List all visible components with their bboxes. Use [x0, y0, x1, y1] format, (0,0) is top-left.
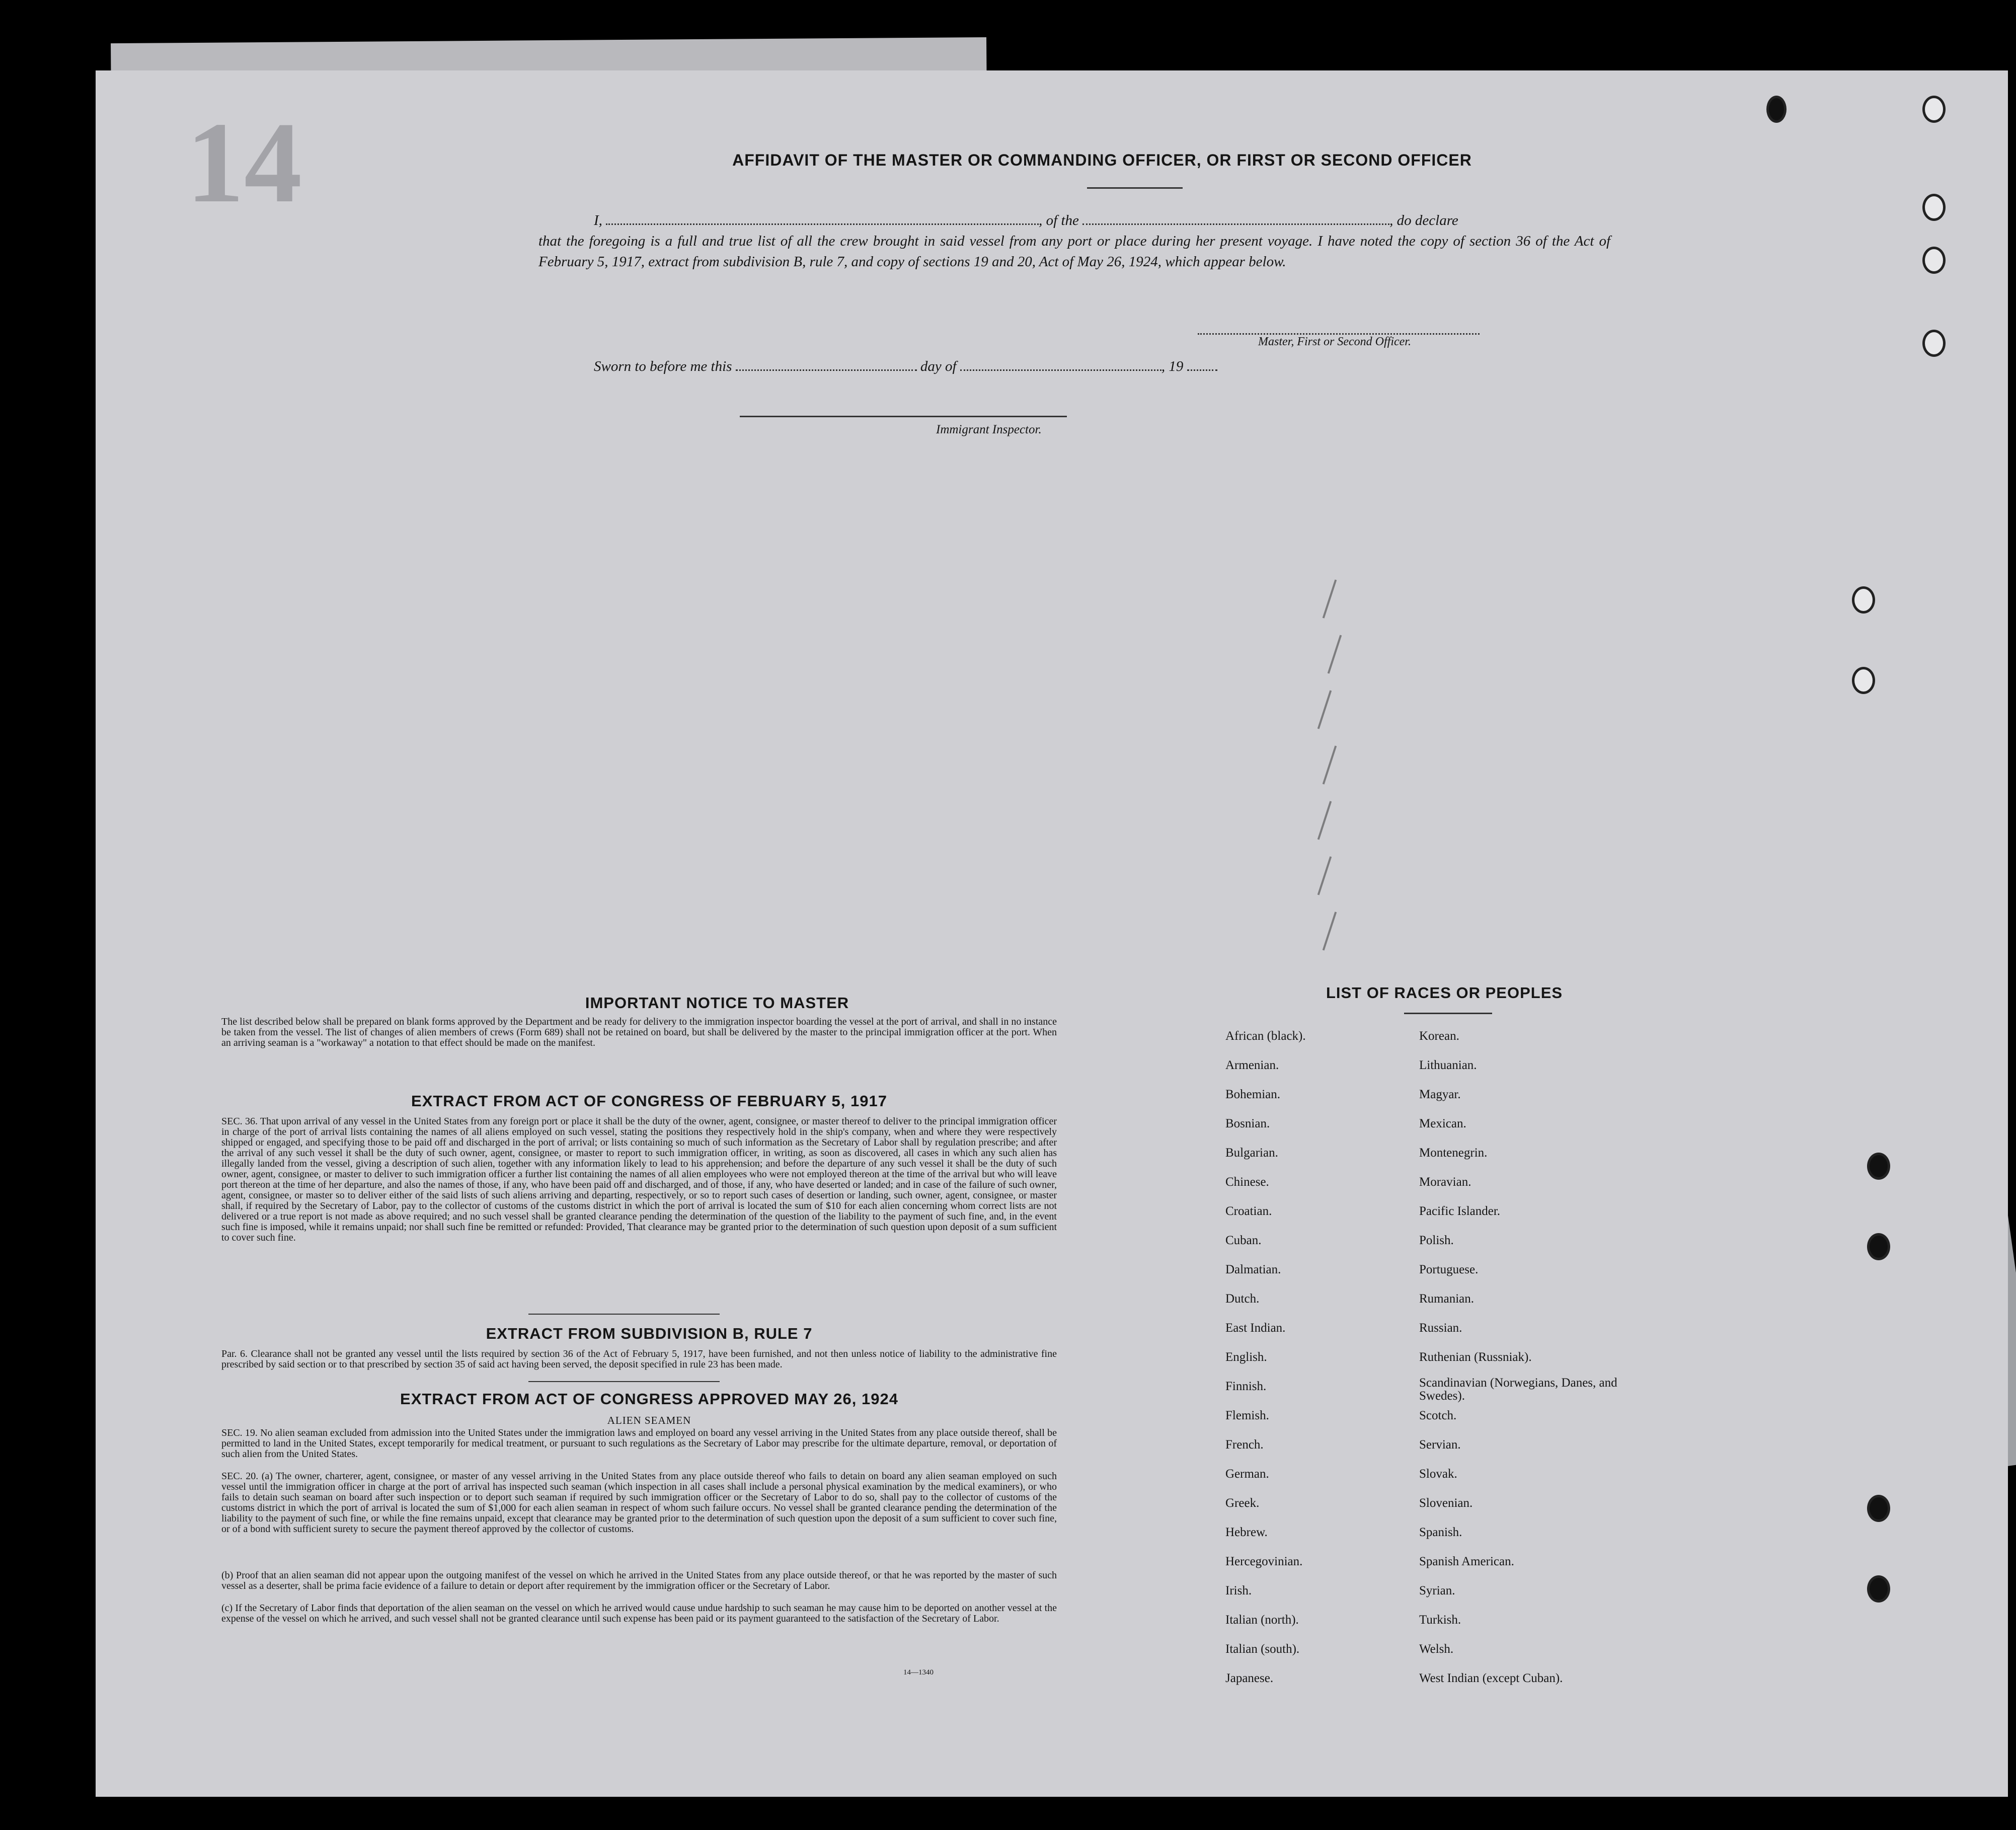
handwritten-mark — [1323, 579, 1337, 618]
race-item: Servian. — [1419, 1438, 1461, 1452]
race-item: West Indian (except Cuban). — [1419, 1671, 1563, 1685]
affidavit-statement — [538, 210, 1610, 272]
sworn-prefix: Sworn to before me this — [594, 358, 732, 374]
inspector-label: Immigrant Inspector. — [936, 423, 1042, 436]
race-item: Finnish. — [1225, 1380, 1267, 1393]
binder-hole — [1922, 96, 1946, 123]
extract3-sec20c: (c) If the Secretary of Labor finds that deportation of the alien seaman on the vessel on which he arrived would cause undue hardship to such seaman he may cause him to be deported on another vessel at the expense of the vessel on which he arrived, and such vessel shall not be granted clearance until such expense has been paid or its payment guaranteed to the satisfaction of the Secretary of Labor. — [221, 1603, 1057, 1624]
extract2-title: EXTRACT FROM SUBDIVISION B, RULE 7 — [486, 1325, 813, 1342]
binder-hole — [1922, 194, 1946, 221]
master-signature-line[interactable] — [1198, 333, 1480, 335]
sworn-year-label: , 19 — [1161, 358, 1184, 374]
race-item: Italian (south). — [1225, 1642, 1300, 1656]
binder-hole — [1867, 1153, 1890, 1180]
binder-hole — [1867, 1575, 1890, 1603]
handwritten-mark — [1317, 856, 1332, 895]
section-divider — [528, 1381, 720, 1382]
race-item: English. — [1225, 1350, 1267, 1364]
extract3-subtitle: ALIEN SEAMEN — [607, 1414, 691, 1426]
binder-hole — [1852, 667, 1875, 694]
race-item: Portuguese. — [1419, 1263, 1479, 1276]
race-item: Lithuanian. — [1419, 1058, 1477, 1072]
race-item: Cuban. — [1225, 1234, 1262, 1247]
inspector-signature-line[interactable] — [740, 416, 1067, 417]
race-item: Polish. — [1419, 1234, 1454, 1247]
race-item: Bohemian. — [1225, 1088, 1281, 1101]
race-item: Chinese. — [1225, 1175, 1269, 1189]
race-item: Irish. — [1225, 1584, 1252, 1597]
notice-title: IMPORTANT NOTICE TO MASTER — [585, 994, 849, 1012]
extract3-title: EXTRACT FROM ACT OF CONGRESS APPROVED MAY 26, 1924 — [400, 1390, 898, 1408]
race-item: German. — [1225, 1467, 1269, 1481]
affidavit-title: AFFIDAVIT OF THE MASTER OR COMMANDING OFFICER, OR FIRST OR SECOND OFFICER — [732, 151, 1472, 169]
race-item: Korean. — [1419, 1029, 1459, 1043]
sworn-day-field[interactable] — [736, 364, 917, 371]
races-title: LIST OF RACES OR PEOPLES — [1326, 984, 1563, 1002]
race-item: Pacific Islander. — [1419, 1204, 1501, 1218]
race-item: Greek. — [1225, 1496, 1260, 1510]
race-item: Armenian. — [1225, 1058, 1279, 1072]
race-item: Mexican. — [1419, 1117, 1466, 1130]
binder-hole — [1852, 586, 1875, 614]
race-item: Dutch. — [1225, 1292, 1260, 1306]
race-item: Japanese. — [1225, 1671, 1274, 1685]
handwritten-mark — [1323, 745, 1337, 784]
race-item: Hebrew. — [1225, 1526, 1268, 1539]
binder-hole — [1766, 96, 1787, 123]
affidavit-title-rule — [1087, 187, 1183, 189]
race-item: Croatian. — [1225, 1204, 1272, 1218]
race-item: Dalmatian. — [1225, 1263, 1281, 1276]
extract2-body: Par. 6. Clearance shall not be granted any vessel until the lists required by section 36 of the Act of February 5, 1917, have been furnished, and not then unless notice of liability to the administrative fine prescribed by said section or to that prescribed by section 35 of said act having been served, the deposit specified in rule 23 has been made. — [221, 1348, 1057, 1370]
race-item: Spanish American. — [1419, 1555, 1514, 1568]
race-item: Ruthenian (Russniak). — [1419, 1350, 1532, 1364]
race-item: Scandinavian (Norwegians, Danes, and Swedes). — [1419, 1376, 1617, 1403]
race-item: East Indian. — [1225, 1321, 1286, 1335]
handwritten-mark — [1323, 911, 1337, 950]
race-item: Flemish. — [1225, 1409, 1269, 1422]
extract1-title: EXTRACT FROM ACT OF CONGRESS OF FEBRUARY 5, 1917 — [411, 1092, 887, 1110]
sworn-day-label: day of — [920, 358, 957, 374]
race-item: Montenegrin. — [1419, 1146, 1488, 1160]
sworn-year-field[interactable] — [1187, 364, 1217, 371]
page-number-ghost: 14 — [186, 98, 302, 226]
affidavit-of-the: , of the — [1039, 212, 1079, 228]
extract3-sec19: SEC. 19. No alien seaman excluded from admission into the United States under the immigration laws and employed on board any vessel arriving in the United States from any place outside thereof, shall be permitted to land in the United States, except temporarily for medical treatment, or pursuant to such regulations as the Secretary of Labor may prescribe for the ultimate departure, removal, or deportation of such alien from the United States. — [221, 1427, 1057, 1460]
notice-body: The list described below shall be prepared on blank forms approved by the Department and be ready for delivery to the immigration inspector boarding the vessel at the port of arrival, and shall in no instance be taken from the vessel. The list of changes of alien members of crews (Form 689) shall not be retained on board, but shall be delivered by the master to the principal immigration officer at the port. When an arriving seaman is a "workaway" a notation to that effect should be made on the manifest. — [221, 1016, 1057, 1048]
race-item: Scotch. — [1419, 1409, 1457, 1422]
document-page — [96, 70, 2008, 1797]
race-item: Slovak. — [1419, 1467, 1457, 1481]
race-item: African (black). — [1225, 1029, 1306, 1043]
race-item: Hercegovinian. — [1225, 1555, 1303, 1568]
race-item: Welsh. — [1419, 1642, 1454, 1656]
binder-hole — [1867, 1495, 1890, 1522]
handwritten-mark — [1317, 801, 1332, 840]
races-title-rule — [1404, 1013, 1492, 1014]
extract3-sec20b: (b) Proof that an alien seaman did not appear upon the outgoing manifest of the vessel on which he arrived in the United States from any place outside thereof, or that he was reported by the master of such vessel as a deserter, shall be prima facie evidence of a failure to detain or deport after requirement by the immigration officer or the Secretary of Labor. — [221, 1570, 1057, 1591]
affidavit-declare: , do declare — [1389, 212, 1458, 228]
section-divider — [528, 1314, 720, 1315]
extract1-body: SEC. 36. That upon arrival of any vessel in the United States from any foreign port or place it shall be the duty of the owner, agent, consignee, or master thereof to deliver to the principal immigration officer in charge of the port of arrival lists containing the names of all aliens employed on such vessel, stating the positions they respectively hold in the ship's company, when and where they were respectively shipped or engaged, and specifying those to be paid off and discharged in the port of arrival; or lists containing so much of such information as the Secretary of Labor shall by regulation prescribe; and after the arrival of any such vessel it shall be the duty of such owner, agent, consignee, or master to report to such immigration officer, in writing, as soon as discovered, all cases in which any such alien has illegally landed from the vessel, giving a description of such alien, together with any information likely to lead to his apprehension; and before the departure of any such vessel it shall be the duty of such owner, agent, consignee, or master to deliver to such immigration officer a further list containing the names of all alien employees who were not employed thereon at the time of the arrival but who will leave port thereon at the time of her departure, and also the names of those, if any, who have been paid off and discharged, and of those, if any, who have deserted or landed; and in case of the failure of such owner, agent, consignee, or master so to deliver either of the said lists of such aliens arriving and departing, respectively, or so to report such cases of desertion or landing, such owner, agent, consignee, or master shall, if required by the Secretary of Labor, pay to the collector of customs of the customs district in which the port of arrival is located the sum of $10 for each alien concerning whom correct lists are not delivered or a true report is not made as above required; and no such vessel shall be granted clearance pending the determination of the question of the liability to the payment of such fine, and, in the event such fine is imposed, while it remains unpaid; nor shall such fine be remitted or refunded: Provided, That clearance may be granted prior to the determination of such question upon deposit of a sum sufficient to cover such fine. — [221, 1116, 1057, 1243]
binder-hole — [1867, 1233, 1890, 1260]
race-item: Italian (north). — [1225, 1613, 1299, 1627]
race-item: Rumanian. — [1419, 1292, 1475, 1306]
race-item: Spanish. — [1419, 1526, 1462, 1539]
handwritten-mark — [1328, 635, 1342, 673]
name-field[interactable] — [606, 218, 1039, 225]
race-item: Russian. — [1419, 1321, 1462, 1335]
sworn-line — [594, 358, 1217, 375]
sworn-month-field[interactable] — [960, 364, 1161, 371]
race-item: Turkish. — [1419, 1613, 1461, 1627]
affidavit-i: I, — [594, 212, 602, 228]
race-item: Bulgarian. — [1225, 1146, 1278, 1160]
race-item: Moravian. — [1419, 1175, 1471, 1189]
affidavit-body: that the foregoing is a full and true list of all the crew brought in said vessel from any port or place during her present voyage. I have noted the copy of section 36 of the Act of February 5, 1917, extract from subdivision B, rule 7, and copy of sections 19 and 20, Act of May 26, 1924, which appear below. — [538, 233, 1610, 270]
form-number: 14—1340 — [903, 1668, 934, 1676]
race-item: Bosnian. — [1225, 1117, 1270, 1130]
race-item: Syrian. — [1419, 1584, 1455, 1597]
binder-hole — [1922, 330, 1946, 357]
race-item: Magyar. — [1419, 1088, 1461, 1101]
extract3-sec20a: SEC. 20. (a) The owner, charterer, agent, consignee, or master of any vessel arriving in the United States from any place outside thereof who fails to detain on board any alien seaman employed on such vessel until the immigration officer in charge at the port of arrival has inspected such seaman (which inspection in all cases shall include a personal physical examination by the medical examiners), or who fails to detain such seaman on board after such inspection or to deport such seaman if required by such immigration officer or the Secretary of Labor to do so, shall pay to the collector of customs of the customs district in which the port of arrival is located the sum of $1,000 for each alien seaman in respect of whom such failure occurs. No vessel shall be granted clearance pending the determination of the liability to the payment of such fine, or while the fine remains unpaid, except that clearance may be granted prior to the determination of such question upon the deposit of a sum sufficient to cover such fine, or of a bond with sufficient surety to secure the payment thereof approved by the collector of customs. — [221, 1471, 1057, 1535]
handwritten-mark — [1317, 690, 1332, 729]
binder-hole — [1922, 247, 1946, 274]
master-signature-label: Master, First or Second Officer. — [1258, 335, 1411, 348]
race-item: French. — [1225, 1438, 1264, 1452]
race-item: Slovenian. — [1419, 1496, 1473, 1510]
vessel-field[interactable] — [1082, 218, 1389, 225]
